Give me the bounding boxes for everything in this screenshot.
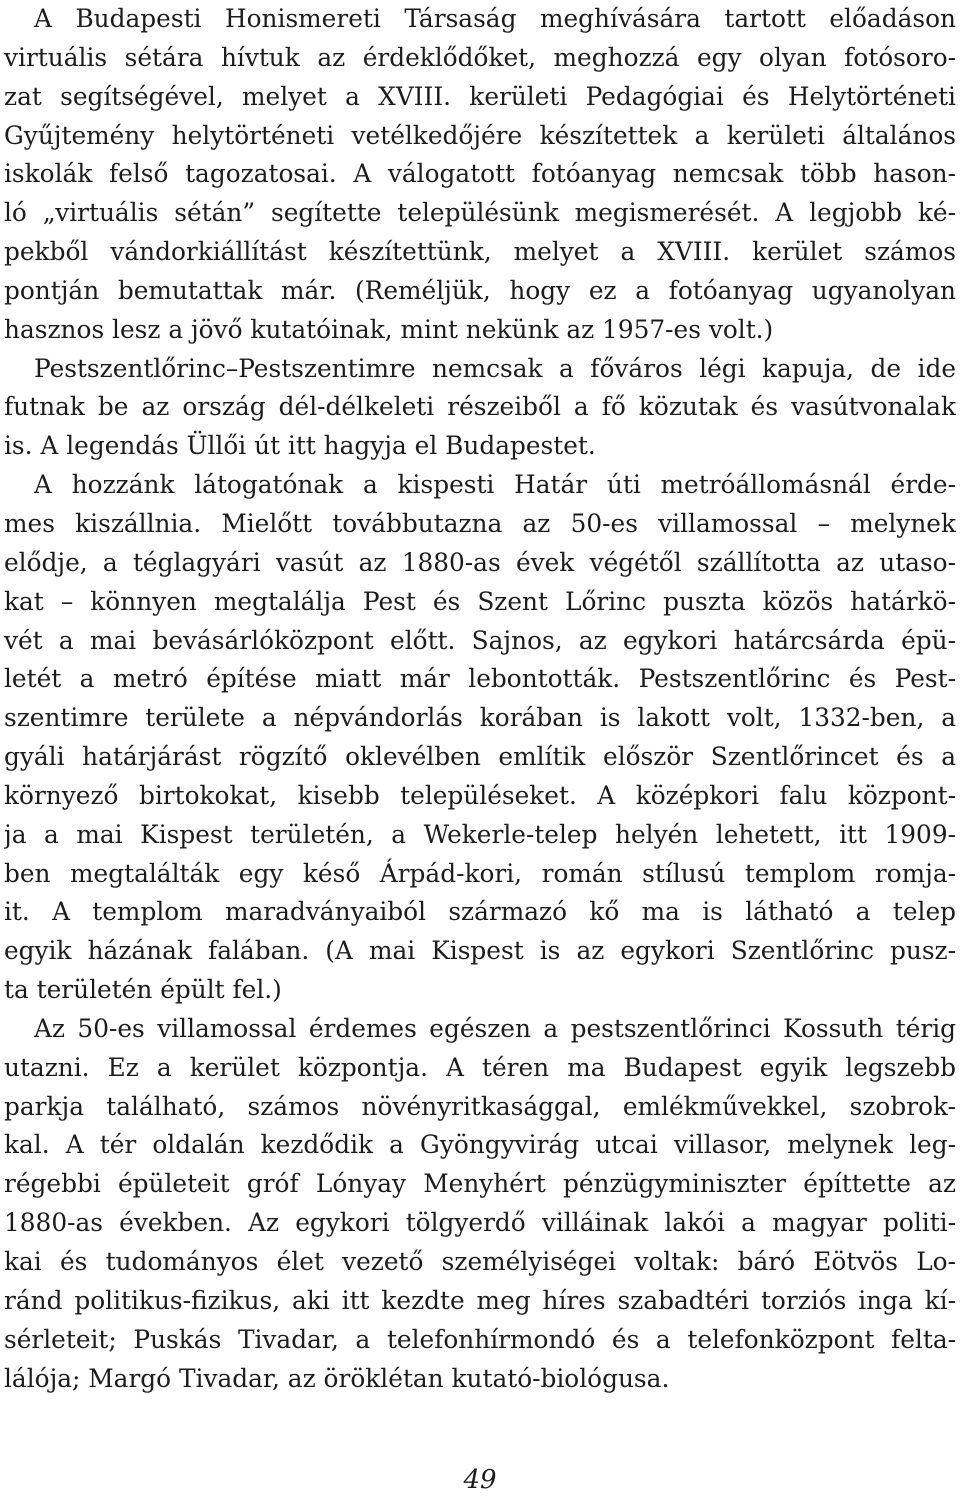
text-line: vét a mai bevásárlóközpont előtt. Sajnos, az egykori határcsárda épü- [4, 625, 956, 655]
text-line: sérleteit; Puskás Tivadar, a telefonhírmondó és a telefonközpont felta- [4, 1324, 956, 1354]
text-line: it. A templom maradványaiból származó kő ma is látható a telep [4, 897, 956, 927]
text-line: pontján bemutattak már. (Reméljük, hogy ez a fotóanyag ugyanolyan [4, 275, 956, 305]
text-line: szentimre területe a népvándorlás korában is lakott volt, 1332-ben, a [4, 703, 956, 733]
text-line: ta területén épült fel.) [4, 975, 282, 1005]
text-line: parkja található, számos növényritkasággal, emlékművekkel, szobrok- [4, 1091, 956, 1121]
text-line: letét a metró építése miatt már lebontották. Pestszentlőrinc és Pest- [4, 664, 956, 694]
text-line: A hozzánk látogatónak a kispesti Határ úti metróállomásnál érde- [34, 470, 956, 500]
text-line: pekből vándorkiállítást készítettünk, melyet a XVIII. kerület számos [4, 237, 956, 267]
text-line: elődje, a téglagyári vasút az 1880-as évek végétől szállította az utaso- [4, 547, 956, 577]
text-line: 1880-as években. Az egykori tölgyerdő villáinak lakói a magyar politi- [4, 1208, 956, 1238]
text-line: utazni. Ez a kerület központja. A téren ma Budapest egyik legszebb [4, 1052, 956, 1082]
text-line: is. A legendás Üllői út itt hagyja el Budapestet. [4, 431, 596, 461]
text-line: Az 50-es villamossal érdemes egészen a pestszentlőrinci Kossuth térig [34, 1013, 956, 1043]
text-line: Gyűjtemény helytörténeti vetélkedőjére készítettek a kerületi általános [4, 120, 956, 150]
text-line: futnak be az ország dél-délkeleti részeiből a fő közutak és vasútvonalak [4, 392, 956, 422]
text-line: iskolák felső tagozatosai. A válogatott fotóanyag nemcsak több hason- [4, 159, 956, 189]
text-line: kat – könnyen megtalálja Pest és Szent Lőrinc puszta közös határkö- [4, 586, 956, 616]
text-line: mes kiszállnia. Mielőtt továbbutazna az 50-es villamossal – melynek [4, 508, 956, 538]
text-line: gyáli határjárást rögzítő oklevélben említik először Szentlőrincet és a [4, 742, 956, 772]
page-number: 49 [463, 1465, 497, 1495]
body-text [4, 0, 956, 1398]
text-line: ben megtalálták egy késő Árpád-kori, román stílusú templom romja- [4, 858, 956, 888]
text-line: virtuális sétára hívtuk az érdeklődőket, meghozzá egy olyan fotósoro- [4, 42, 956, 72]
text-line: kal. A tér oldalán kezdődik a Gyöngyvirág utcai villasor, melynek leg- [4, 1130, 956, 1160]
text-line: hasznos lesz a jövő kutatóinak, mint nekünk az 1957-es volt.) [4, 314, 774, 344]
text-line: A Budapesti Honismereti Társaság meghívására tartott előadáson [34, 4, 956, 33]
text-line: kai és tudományos élet vezető személyiségei voltak: báró Eötvös Lo- [4, 1247, 956, 1276]
text-line: Pestszentlőrinc–Pestszentimre nemcsak a főváros légi kapuja, de ide [34, 353, 956, 383]
text-line: ránd politikus-fizikus, aki itt kezdte meg híres szabadtéri torziós inga kí- [4, 1285, 956, 1315]
text-line: egyik házának falában. (A mai Kispest is az egykori Szentlőrinc pusz- [4, 936, 956, 966]
text-line: ja a mai Kispest területén, a Wekerle-telep helyén lehetett, itt 1909- [4, 819, 956, 849]
text-line: zat segítségével, melyet a XVIII. kerületi Pedagógiai és Helytörténeti [4, 81, 956, 111]
text-line: lálója; Margó Tivadar, az öröklétan kutató-biológusa. [4, 1363, 670, 1393]
text-line: régebbi épületeit gróf Lónyay Menyhért pénzügyminiszter építtette az [4, 1169, 956, 1199]
text-line: környező birtokokat, kisebb településeket. A középkori falu központ- [4, 780, 956, 810]
text-line: ló „virtuális sétán” segítette településünk megismerését. A legjobb ké- [4, 198, 956, 228]
